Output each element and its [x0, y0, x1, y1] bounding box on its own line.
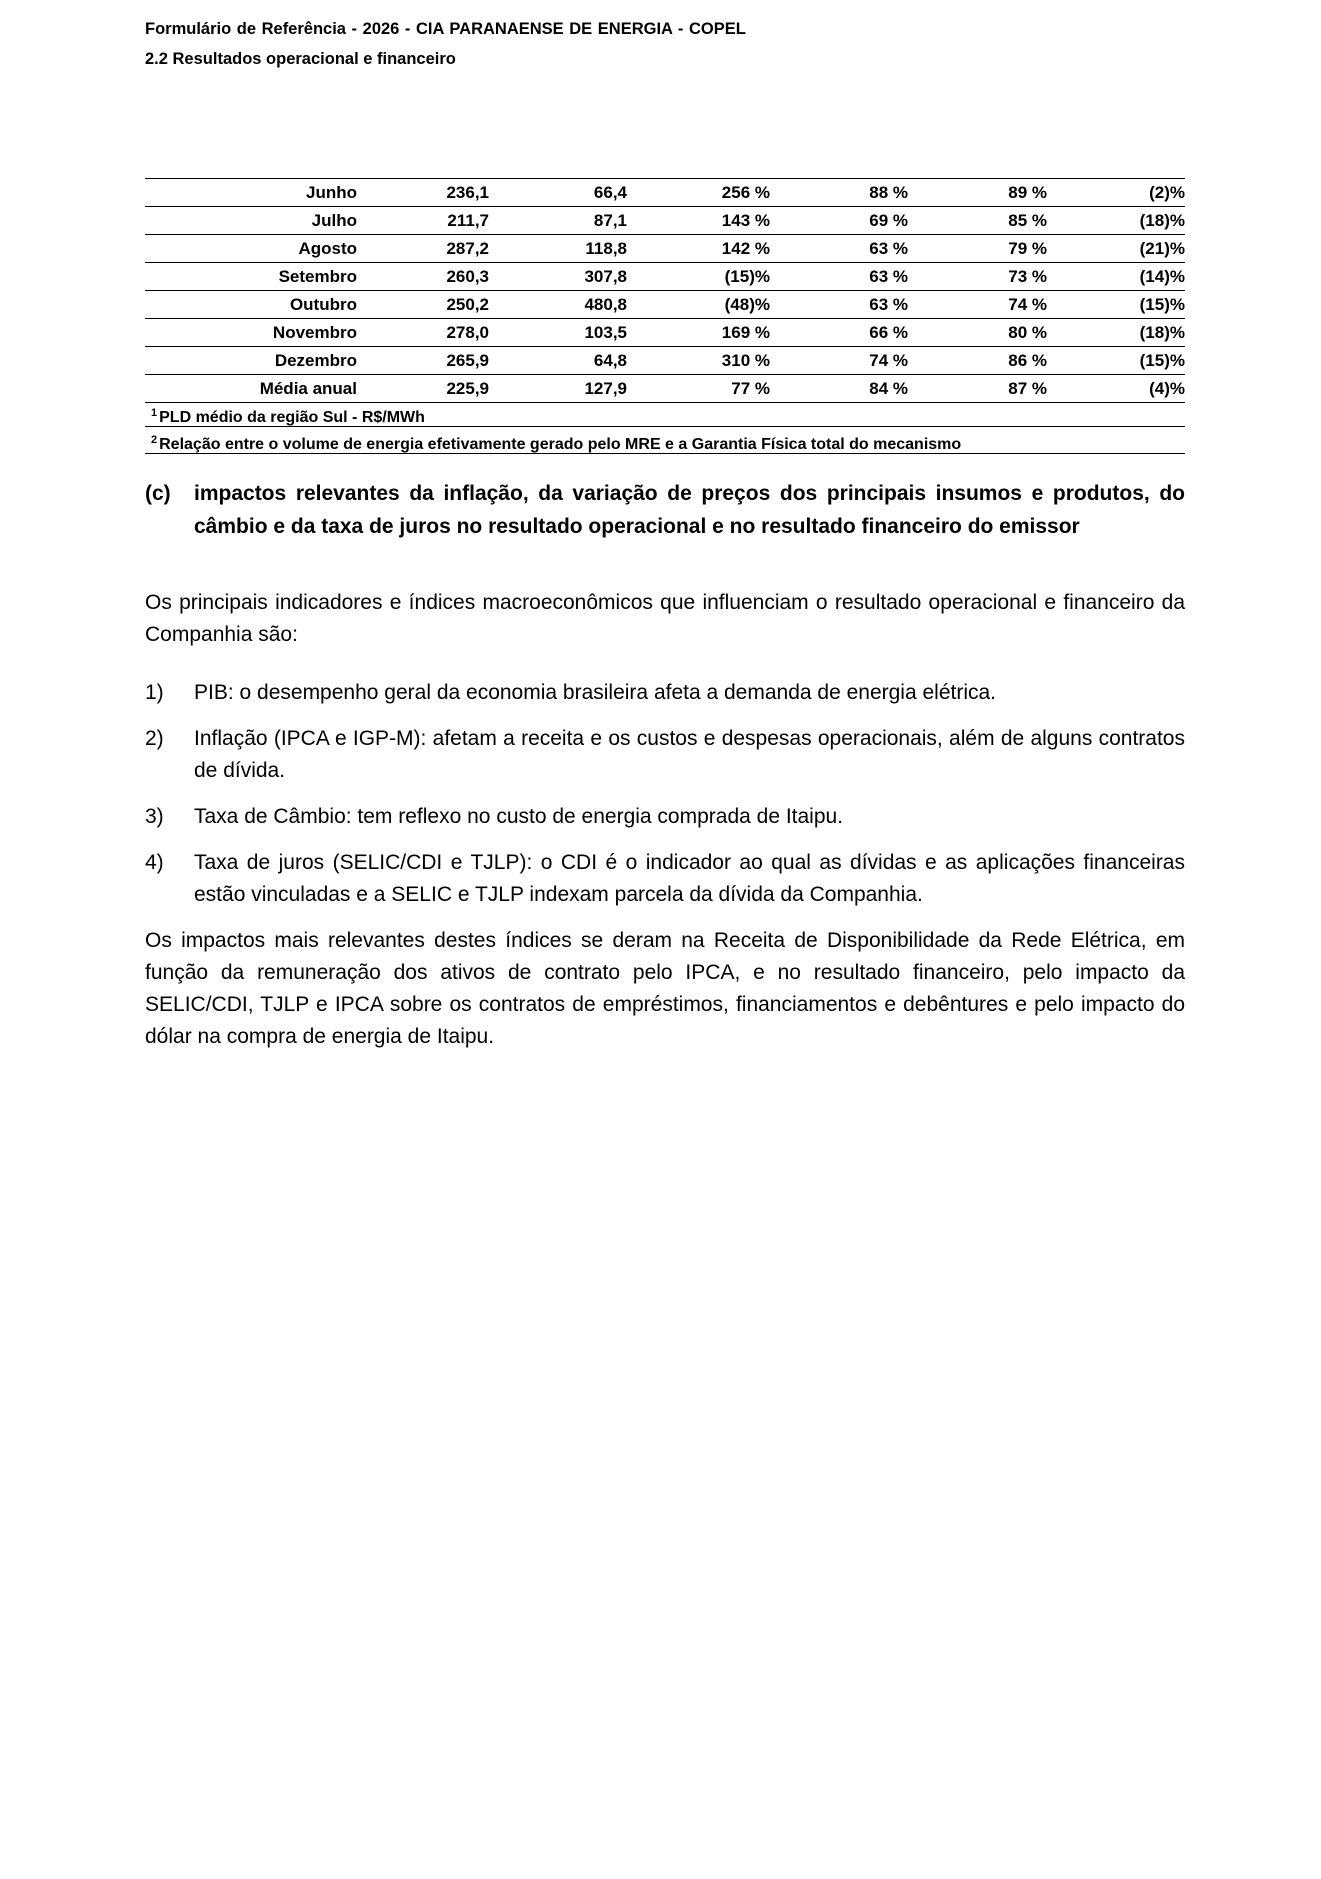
month-cell: Setembro [145, 263, 357, 291]
footnote-mark: 2 [151, 434, 158, 446]
footnote-2 [145, 427, 1185, 454]
value-cell: 87,1 [489, 207, 627, 235]
list-text: Taxa de Câmbio: tem reflexo no custo de energia comprada de Itaipu. [194, 805, 844, 828]
value-cell: 73 % [908, 263, 1047, 291]
table-row [145, 207, 1185, 235]
table-row [145, 291, 1185, 319]
value-cell: 74 % [908, 291, 1047, 319]
value-cell: 80 % [908, 319, 1047, 347]
value-cell: (18)% [1047, 207, 1185, 235]
section-c-heading [145, 478, 1185, 543]
value-cell: 236,1 [357, 179, 489, 207]
list-text: PIB: o desempenho geral da economia brasileira afeta a demanda de energia elétrica. [194, 681, 997, 704]
value-cell: 260,3 [357, 263, 489, 291]
month-cell: Junho [145, 179, 357, 207]
intro-paragraph: Os principais indicadores e índices macroeconômicos que influenciam o resultado operacional e financeiro da Companhia são: [145, 591, 1185, 646]
table-row [145, 235, 1185, 263]
value-cell: 63 % [770, 263, 908, 291]
value-cell: (48)% [627, 291, 770, 319]
value-cell: 63 % [770, 235, 908, 263]
value-cell: 74 % [770, 347, 908, 375]
value-cell: 307,8 [489, 263, 627, 291]
table-row-annual-average [145, 375, 1185, 403]
value-cell: 77 % [627, 375, 770, 403]
footnote-mark: 1 [151, 407, 158, 419]
value-cell: 310 % [627, 347, 770, 375]
list-number: 3) [145, 805, 164, 828]
value-cell: (2)% [1047, 179, 1185, 207]
value-cell: 118,8 [489, 235, 627, 263]
list-item [145, 801, 1185, 833]
month-cell: Dezembro [145, 347, 357, 375]
month-cell: Julho [145, 207, 357, 235]
value-cell: 265,9 [357, 347, 489, 375]
value-cell: (14)% [1047, 263, 1185, 291]
table-row [145, 347, 1185, 375]
value-cell: 84 % [770, 375, 908, 403]
value-cell: 79 % [908, 235, 1047, 263]
value-cell: (4)% [1047, 375, 1185, 403]
list-text: Inflação (IPCA e IGP-M): afetam a receita e os custos e despesas operacionais, além de alguns contratos de dívida. [194, 727, 1185, 782]
list-item [145, 723, 1185, 787]
value-cell: 66 % [770, 319, 908, 347]
value-cell: 87 % [908, 375, 1047, 403]
value-cell: 103,5 [489, 319, 627, 347]
month-cell: Outubro [145, 291, 357, 319]
value-cell: 86 % [908, 347, 1047, 375]
header-subtitle: 2.2 Resultados operacional e financeiro [145, 50, 456, 68]
header-title: Formulário de Referência - 2026 - CIA PARANAENSE DE ENERGIA - COPEL [145, 20, 746, 38]
value-cell: 63 % [770, 291, 908, 319]
monthly-data-table [145, 178, 1185, 403]
month-cell: Novembro [145, 319, 357, 347]
page-header [145, 14, 746, 74]
value-cell: (15)% [627, 263, 770, 291]
list-number: 2) [145, 727, 164, 750]
table-row [145, 179, 1185, 207]
month-cell: Média anual [145, 375, 357, 403]
value-cell: 88 % [770, 179, 908, 207]
value-cell: 143 % [627, 207, 770, 235]
value-cell: 169 % [627, 319, 770, 347]
list-text: Taxa de juros (SELIC/CDI e TJLP): o CDI é o indicador ao qual as dívidas e as aplicações financeiras estão vinculadas e a SELIC e TJLP indexam parcela da dívida da Companhia. [194, 851, 1185, 906]
value-cell: 278,0 [357, 319, 489, 347]
value-cell: (21)% [1047, 235, 1185, 263]
table-row [145, 263, 1185, 291]
table-footnotes [145, 400, 1185, 454]
closing-paragraph: Os impactos mais relevantes destes índices se deram na Receita de Disponibilidade da Rede Elétrica, em função da remuneração dos ativos de contrato pelo IPCA, e no resultado financeiro, pelo impacto da SELIC/CDI, TJLP e IPCA sobre os contratos de empréstimos, financiamentos e debêntures e pelo impacto do dólar na compra de energia de Itaipu. [145, 929, 1185, 1048]
footnote-text: PLD médio da região Sul - R$/MWh [159, 409, 425, 426]
footnote-text: Relação entre o volume de energia efetivamente gerado pelo MRE e a Garantia Física total do mecanismo [159, 436, 962, 453]
section-title: impactos relevantes da inflação, da variação de preços dos principais insumos e produtos, do câmbio e da taxa de juros no resultado operacional e no resultado financeiro do emissor [194, 482, 1185, 538]
value-cell: 64,8 [489, 347, 627, 375]
value-cell: 127,9 [489, 375, 627, 403]
value-cell: 211,7 [357, 207, 489, 235]
list-item [145, 677, 1185, 709]
value-cell: 256 % [627, 179, 770, 207]
value-cell: 66,4 [489, 179, 627, 207]
list-number: 1) [145, 681, 164, 704]
value-cell: 85 % [908, 207, 1047, 235]
value-cell: 89 % [908, 179, 1047, 207]
value-cell: (18)% [1047, 319, 1185, 347]
list-number: 4) [145, 851, 164, 874]
value-cell: (15)% [1047, 347, 1185, 375]
value-cell: 69 % [770, 207, 908, 235]
table-row [145, 319, 1185, 347]
value-cell: 250,2 [357, 291, 489, 319]
value-cell: 142 % [627, 235, 770, 263]
list-item [145, 847, 1185, 911]
value-cell: 225,9 [357, 375, 489, 403]
value-cell: 287,2 [357, 235, 489, 263]
section-label: (c) [145, 482, 171, 505]
footnote-1 [145, 400, 1185, 427]
value-cell: 480,8 [489, 291, 627, 319]
value-cell: (15)% [1047, 291, 1185, 319]
month-cell: Agosto [145, 235, 357, 263]
